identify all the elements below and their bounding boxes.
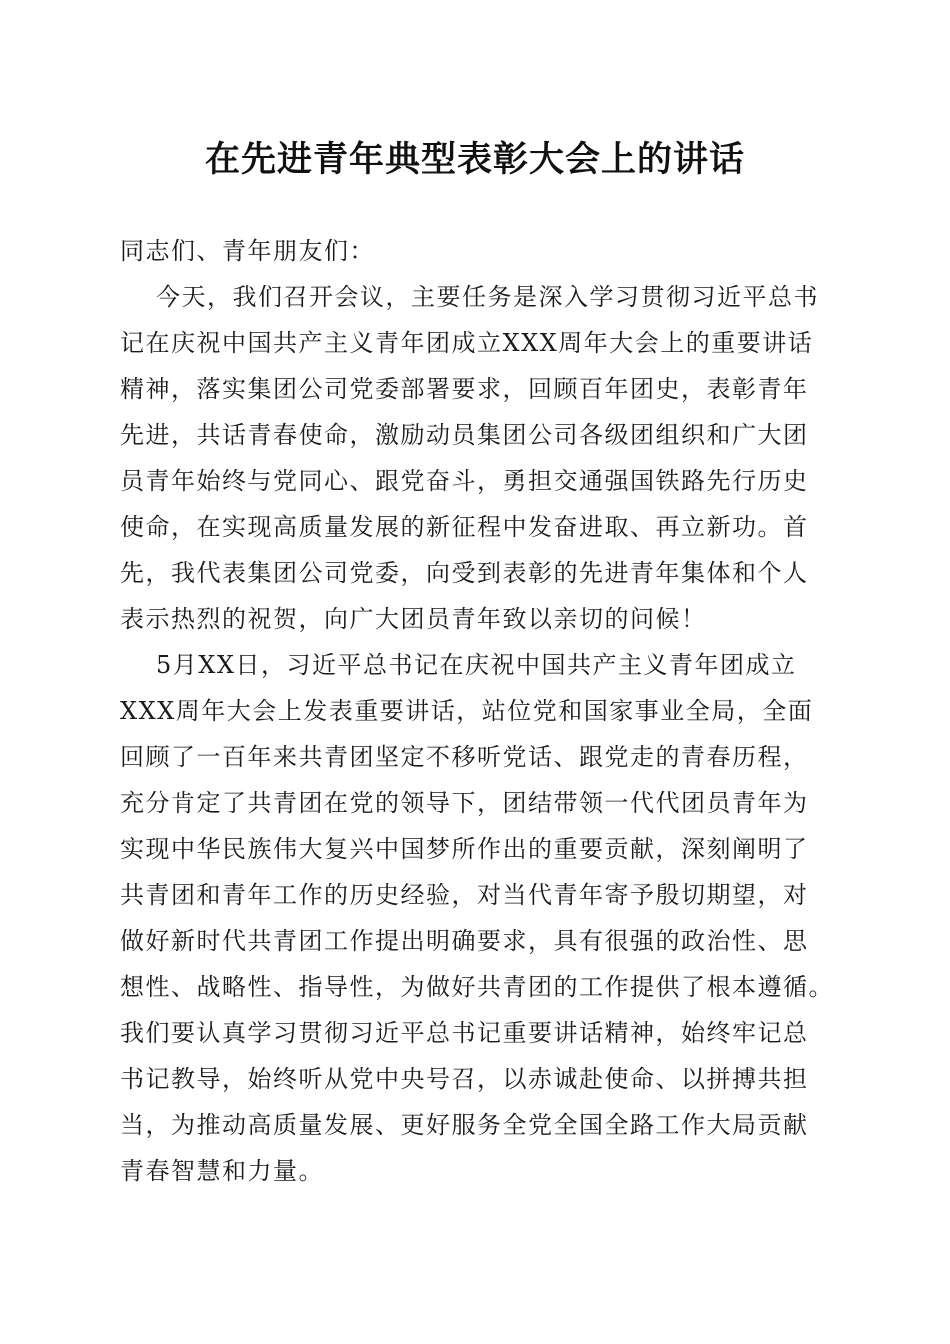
paragraph-line: 回顾了一百年来共青团坚定不移听党话、跟党走的青春历程， bbox=[120, 743, 809, 771]
paragraph-line: XXX周年大会上发表重要讲话，站位党和国家事业全局，全面 bbox=[120, 697, 814, 725]
paragraph-line: 做好新时代共青团工作提出明确要求，具有很强的政治性、思 bbox=[120, 927, 809, 955]
paragraph-line: 青春智慧和力量。 bbox=[120, 1157, 324, 1185]
document-title: 在先进青年典型表彰大会上的讲话 bbox=[204, 139, 745, 180]
paragraph-line: 表示热烈的祝贺，向广大团员青年致以亲切的问候！ bbox=[120, 605, 707, 633]
document-body bbox=[120, 228, 834, 1194]
paragraph-line: 员青年始终与党同心、跟党奋斗，勇担交通强国铁路先行历史 bbox=[120, 467, 809, 495]
paragraph-line: 使命，在实现高质量发展的新征程中发奋进取、再立新功。首 bbox=[120, 513, 809, 541]
paragraph-line: 今天，我们召开会议，主要任务是深入学习贯彻习近平总书 bbox=[156, 283, 819, 311]
paragraph-line: 想性、战略性、指导性，为做好共青团的工作提供了根本遵循。 bbox=[120, 973, 834, 1001]
paragraph-line: 共青团和青年工作的历史经验，对当代青年寄予殷切期望，对 bbox=[120, 881, 809, 909]
paragraph-line: 当，为推动高质量发展、更好服务全党全国全路工作大局贡献 bbox=[120, 1111, 809, 1139]
paragraph-line: 5月XX日，习近平总书记在庆祝中国共产主义青年团成立 bbox=[156, 651, 797, 679]
paragraph-1 bbox=[120, 274, 834, 642]
paragraph-line: 记在庆祝中国共产主义青年团成立XXX周年大会上的重要讲话 bbox=[120, 329, 814, 357]
paragraph-line: 先，我代表集团公司党委，向受到表彰的先进青年集体和个人 bbox=[120, 559, 809, 587]
paragraph-2 bbox=[120, 642, 834, 1194]
paragraph-line: 充分肯定了共青团在党的领导下，团结带领一代代团员青年为 bbox=[120, 789, 809, 817]
paragraph-line: 精神，落实集团公司党委部署要求，回顾百年团史，表彰青年 bbox=[120, 375, 809, 403]
paragraph-line: 先进，共话青春使命，激励动员集团公司各级团组织和广大团 bbox=[120, 421, 809, 449]
paragraph-line: 我们要认真学习贯彻习近平总书记重要讲话精神，始终牢记总 bbox=[120, 1019, 809, 1047]
salutation: 同志们、青年朋友们： bbox=[120, 237, 375, 265]
paragraph-line: 实现中华民族伟大复兴中国梦所作出的重要贡献，深刻阐明了 bbox=[120, 835, 809, 863]
paragraph-line: 书记教导，始终听从党中央号召，以赤诚赴使命、以拼搏共担 bbox=[120, 1065, 809, 1093]
